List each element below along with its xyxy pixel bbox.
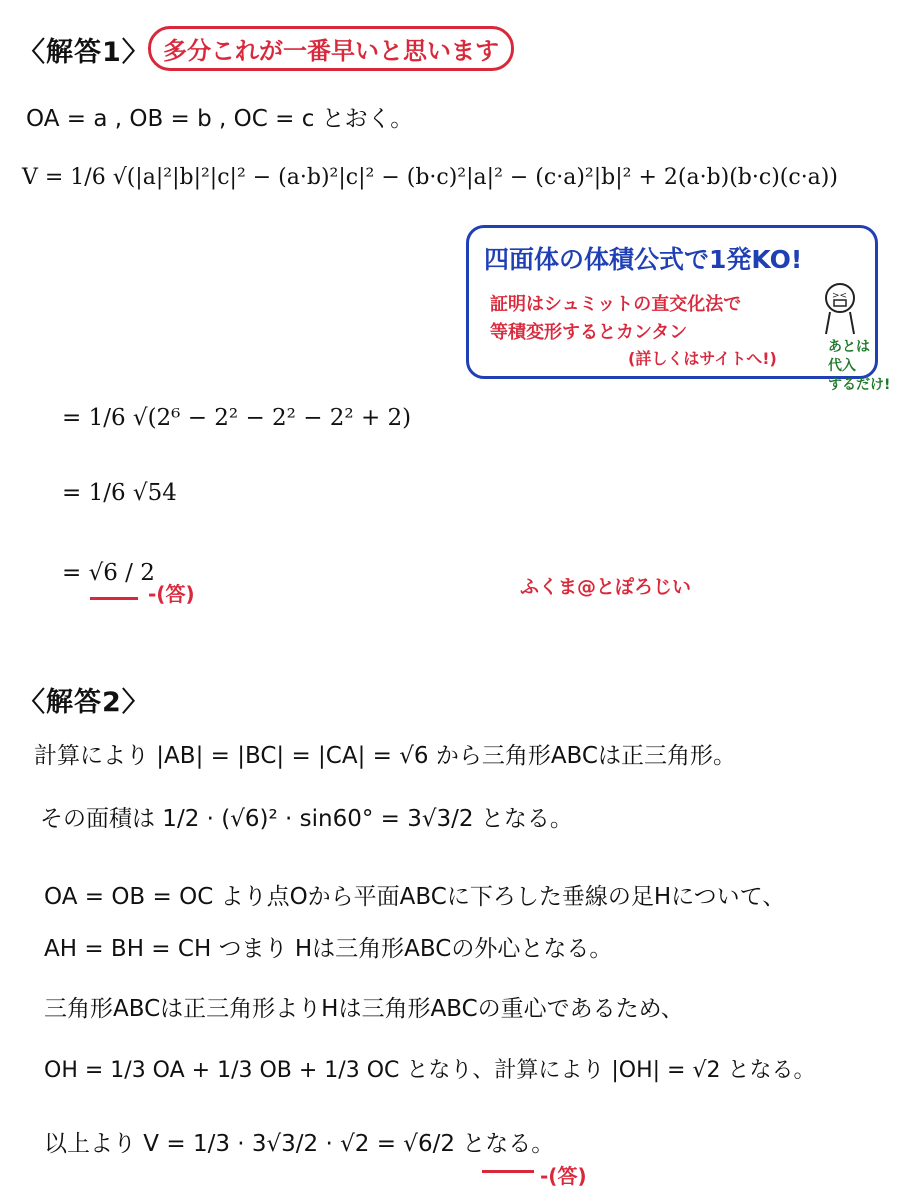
signature: ふくま@とぽろじい <box>520 576 692 598</box>
box-line2: 等積変形するとカンタン <box>490 322 688 343</box>
solution2-heading: 〈解答2〉 <box>18 687 150 718</box>
svg-text:><: >< <box>832 291 848 301</box>
solution2-answer-mark: -(答) <box>540 1164 587 1188</box>
solution1-answer-mark: -(答) <box>148 582 195 606</box>
box-line3: (詳しくはサイトへ!) <box>628 349 777 368</box>
solution2-line7: 以上より V = 1/3 · 3√3/2 · √2 = √6/2 となる。 <box>44 1131 555 1157</box>
side-note-line1: あとは <box>828 339 870 355</box>
solution1-formula: V = 1/6 √(|a|²|b|²|c|² − (a·b)²|c|² − (b·c)²|a|² − (c·a)²|b|² + 2(a·b)(b·c)(c·a)) <box>22 165 838 190</box>
side-note-line2: 代入 <box>828 357 856 374</box>
side-note-line3: するだけ! <box>828 376 891 393</box>
solution1-note: 多分これが一番早いと思います <box>148 26 514 71</box>
solution2-line4: AH = BH = CH つまり Hは三角形ABCの外心となる。 <box>44 936 613 962</box>
step1: = 1/6 √(2⁶ − 2² − 2² − 2² + 2) <box>62 405 412 431</box>
solution2-line5: 三角形ABCは正三角形よりHは三角形ABCの重心であるため、 <box>44 996 684 1022</box>
step2: = 1/6 √54 <box>62 480 177 506</box>
box-title: 四面体の体積公式で1発KO! <box>484 245 803 274</box>
final-answer-underline <box>482 1170 534 1173</box>
step3: = √6 / 2 <box>62 560 155 586</box>
answer-underline <box>90 597 138 600</box>
solution1-setup: OA = a , OB = b , OC = c とおく。 <box>26 106 414 132</box>
box-line1: 証明はシュミットの直交化法で <box>490 294 742 315</box>
character-doodle-icon <box>812 276 872 336</box>
solution2-line3: OA = OB = OC より点Oから平面ABCに下ろした垂線の足Hについて、 <box>44 884 786 910</box>
solution2-line6: OH = 1/3 OA + 1/3 OB + 1/3 OC となり、計算により |OH| = √2 となる。 <box>44 1058 816 1083</box>
side-note <box>828 338 890 395</box>
solution2-line1: 計算により |AB| = |BC| = |CA| = √6 から三角形ABCは正三角形。 <box>34 743 736 769</box>
solution1-heading: 〈解答1〉 <box>18 37 150 68</box>
solution2-line2: その面積は 1/2 · (√6)² · sin60° = 3√3/2 となる。 <box>40 806 573 832</box>
